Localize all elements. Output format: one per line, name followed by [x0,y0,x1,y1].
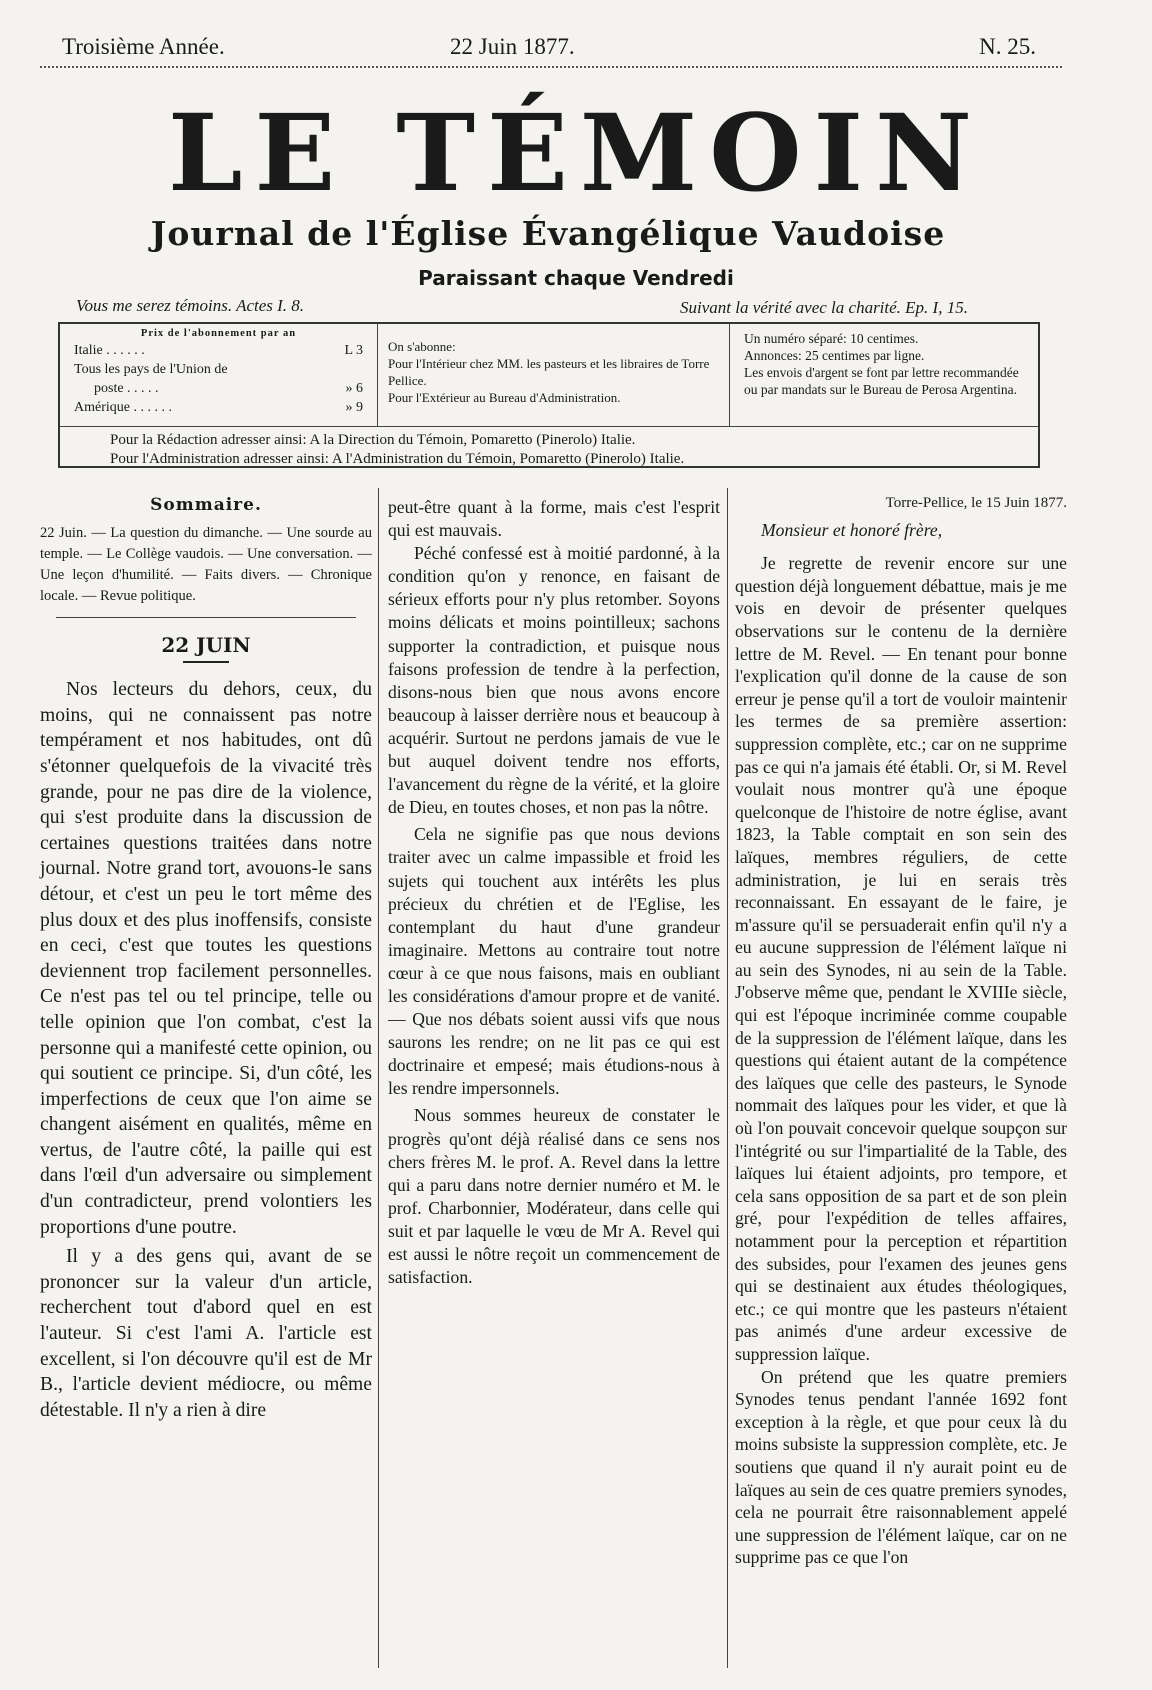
subscribe-panel [378,324,730,426]
masthead-subtitle: Journal de l'Église Évangélique Vaudoise [150,214,946,253]
column-3 [735,492,1067,1569]
paragraph: Péché confessé est à moitié pardonné, à la condition qu'on y renonce, en faisant de sérieux efforts pour n'y plus retomber. Soyons moins délicats et moins pointilleux; sachons supporter la contradiction, et puisque nous faisons profession de tendre à la perfection, disons-nous bien que nous avons encore beaucoup à laisser derrière nous et beaucoup à acquérir. Surtout ne perdons jamais de vue le but auquel doivent tendre nos efforts, l'avancement du règne de la vérité, et la gloire de Dieu, en toutes choses, et non pas la nôtre. [388,543,720,818]
masthead-title: LE TÉMOIN [167,90,985,215]
paragraph: Je regrette de revenir encore sur une question déjà longuement débattue, mais je me vois en devoir de présenter quelques observations sur le contenu de la dernière lettre de M. Revel. — En tenant pour bonne l'explication qu'il donne de la cause de son erreur je pense qu'il a tort de vouloir maintenir les termes de sa première assertion: suppression complète, etc.; car on ne supprime pas ce qui n'a jamais été établi. Or, si M. Revel voulait nous montrer qu'à une époque quelconque de l'histoire de notre église, avant 1823, la Table comptait en son sein des laïques, membres réguliers, de cette administration, je lui en serais très reconnaissant. En essayant de le faire, je m'assure qu'il se persuaderait enfin qu'il n'y a eu aucune suppression de l'élément laïque ni au sein des Synodes, ni au sein de la Table. J'observe même que, pendant le XVIIIe siècle, qui est l'époque incriminée comme coupable de la suppression de l'élément laïque, dans les questions qui étaient autant de la compétence des laïques que celle des pasteurs, le Synode nommait des laïques pour les vider, et que là où l'on pouvait concevoir quelque soupçon sur l'intégrité ou sur l'impartialité de la Table, des laïques lui étaient adjoints, pro tempore, et cela sans opposition de sa part et de son plein gré, pour l'expédition de telles affaires, notamment pour la perception et répartition des subsides, pour l'examen des jeunes gens qui se destinaient aux études théologiques, etc.; ce qui montre que les pasteurs n'étaient pas animés d'une ardeur excessive de suppression laïque. [735,553,1067,1364]
issue-line [62,34,1036,62]
single-issue-price: Un numéro séparé: 10 centimes. [744,331,919,346]
column-rule [378,488,379,1668]
summary-text: 22 Juin. — La question du dimanche. — Une sourde au temple. — Le Collège vaudois. — Une conversation. — Une leçon d'humilité. — Faits divers. — Chronique locale. — Revue politique. [40,525,372,605]
issue-number: N. 25. [979,34,1036,59]
price-heading: Prix de l'abonnement par an [140,328,297,339]
divider [56,617,356,618]
paragraph: Nous sommes heureux de constater le progrès qu'ont déjà réalisé dans ce sens nos chers frères M. le prof. A. Revel dans la lettre qui a paru dans notre dernier numéro et M. le prof. Charbonnier, Modérateur, dans celle qui suit et par laquelle le vœu de Mr A. Revel qui est aussi le nôtre reçoit un commencement de satisfaction. [388,1105,720,1288]
ad-price: Annonces: 25 centimes par ligne. [744,348,925,363]
administration-address: Pour l'Administration adresser ainsi: A l'Administration du Témoin, Pomaretto (Pinerolo) Italie. [110,451,685,467]
price-panel [60,324,378,426]
issue-date: 22 Juin 1877. [450,34,575,59]
payment-info: Les envois d'argent se font par lettre recommandée ou par mandats sur le Bureau de Perosa Argentina. [744,365,1019,397]
summary-title: Sommaire. [150,495,262,515]
letter-dateline: Torre-Pellice, le 15 Juin 1877. [885,495,1067,511]
paragraph: Cela ne signifie pas que nous devions traiter avec un calme impassible et froid les sujets qui touchent aux intérêts les plus précieux du chrétien et de l'Eglise, les contemplant du haut d'une grandeur imaginaire. Mettons au contraire tout notre cœur à ce que nous faisons, mais en oubliant les considérations d'amour propre et de vanité. — Que nos débats soient aussi vifs que nous saurons les rendre; on ne lit pas ce qui est doctrinaire et empesé; mais étudions-nous à les rendre impersonnels. [388,824,720,1099]
column-rule [727,488,728,1668]
frequency-line: Paraissant chaque Vendredi [418,266,734,290]
epigraph-right: Suivant la vérité avec la charité. Ep. I, 15. [680,298,968,317]
price-row: Amérique . . . . . . » 9 [74,400,363,415]
column-2 [388,496,720,1289]
rates-panel [730,324,1038,426]
paragraph: On prétend que les quatre premiers Synodes tenus pendant l'année 1692 font exception à la règle, et que pour ceux là du moins subsiste la suppression complète, etc. Je soutiens que quand il n'y aurait point eu de laïques au sein de ces quatre premiers synodes, cela ne pourrait être raisonnablement appelé une suppression de l'élément laïque, car on ne supprime pas ce que l'on [735,1366,1067,1568]
subscribe-interior: Pour l'Intérieur chez MM. les pasteurs et les libraires de Torre Pellice. [388,356,710,388]
title-rule [183,661,229,663]
price-row: Italie . . . . . . L 3 [74,343,363,358]
paragraph: peut-être quant à la forme, mais c'est l'esprit qui est mauvais. [388,497,720,541]
subscribe-exterior: Pour l'Extérieur au Bureau d'Administration. [388,390,621,405]
paragraph: Il y a des gens qui, avant de se prononcer sur la valeur d'un article, recherchent tout d'abord quel en est l'auteur. Si c'est l'ami A. l'article est excellent, si l'on découvre qu'il est de Mr B., l'article devient médiocre, ou même détestable. Il n'y a rien à dire [40,1246,372,1421]
subscription-box [58,322,1040,468]
letter-salutation: Monsieur et honoré frère, [761,520,943,541]
subscribe-heading: On s'abonne: [388,339,456,354]
editorial-address: Pour la Rédaction adresser ainsi: A la Direction du Témoin, Pomaretto (Pinerolo) Italie. [110,432,636,448]
paragraph: Nos lecteurs du dehors, ceux, du moins, qui ne connaissent pas notre tempérament et nos habitudes, ont dû s'étonner quelquefois de la vivacité très grande, pour ne pas dire de la violence, qui s'est produite dans la discussion de certaines questions traitées dans notre journal. Notre grand tort, avouons-le sans détour, et c'est un peu le tort même des plus doux et des plus inoffensifs, consiste en ceci, c'est que toutes les questions deviennent trop facilement personnelles. Ce n'est pas tel ou tel principe, telle ou telle opinion que l'on combat, c'est la personne qui a manifesté cette opinion, ou qui soutient ce principe. Si, d'un côté, les imperfections de ceux que l'on aime se changent aisément en qualités, même en vertus, de l'autre côté, la paille qui est dans l'œil d'un adversaire ou simplement d'un contradicteur, prend volontiers les proportions d'une poutre. [40,679,372,1238]
epigraph-left: Vous me serez témoins. Actes I. 8. [76,296,305,315]
column-1 [40,494,372,1423]
address-panel [60,426,1038,466]
price-row: poste . . . . . » 6 [94,381,363,396]
article-title: 22 JUIN [161,633,251,658]
price-row: Tous les pays de l'Union de [74,362,228,377]
issue-year: Troisième Année. [62,34,225,59]
dotted-divider [40,66,1062,68]
